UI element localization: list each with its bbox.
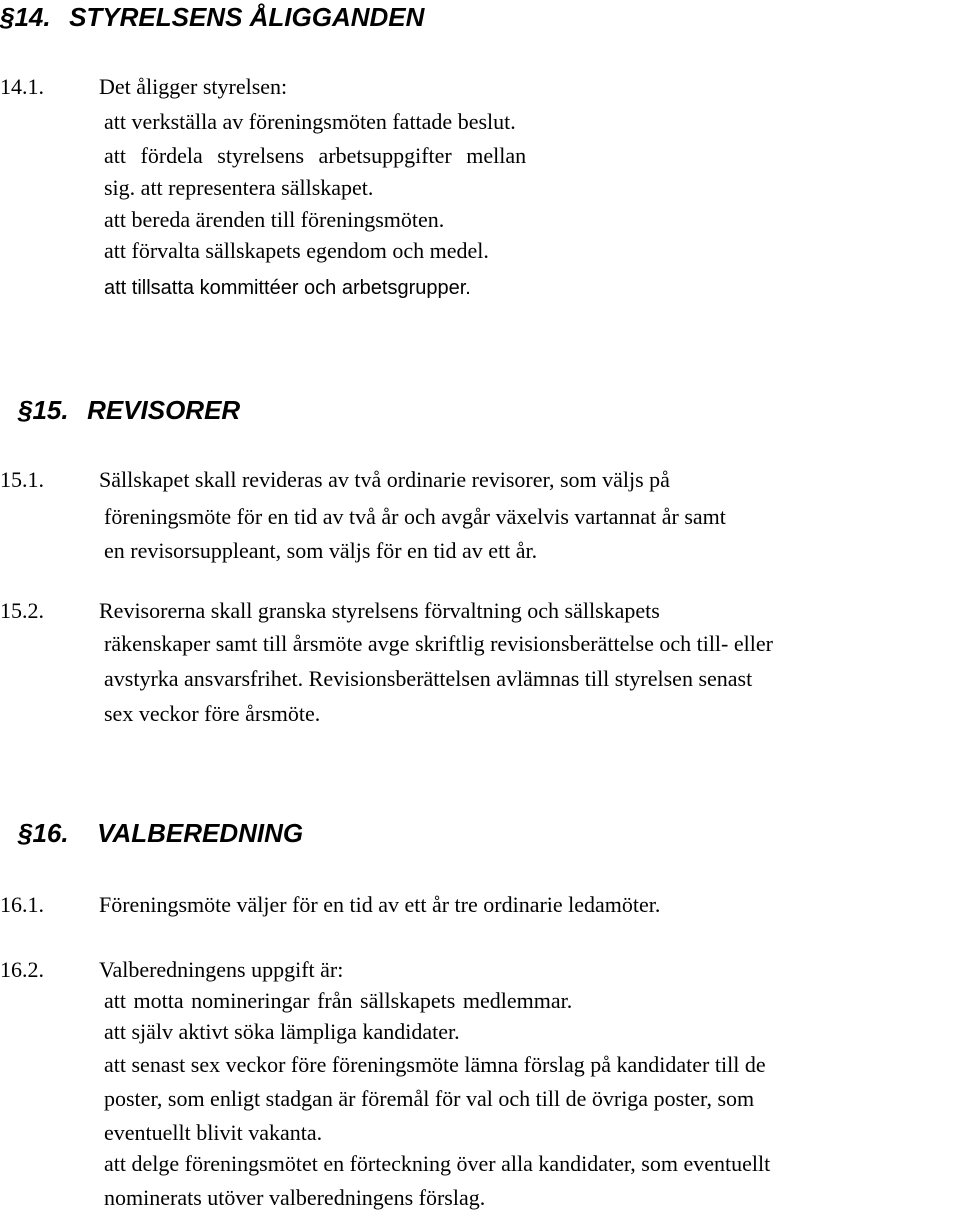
subsection-16-2-line: nominerats utöver valberedningens förslag. xyxy=(104,1185,486,1210)
subsection-15-2-line: avstyrka ansvarsfrihet. Revisionsberättelsen avlämnas till styrelsen senast xyxy=(104,666,753,691)
subsection-16-2-line: Valberedningens uppgift är: xyxy=(99,957,344,982)
subsection-number-16-2: 16.2. xyxy=(0,957,44,982)
section-16-heading xyxy=(18,820,303,846)
section-number: §16. xyxy=(18,818,69,848)
subsection-14-1-line: att förvalta sällskapets egendom och medel. xyxy=(104,238,489,263)
subsection-16-2-line: att motta nomineringar från sällskapets medlemmar. xyxy=(104,988,573,1013)
section-number: §15. xyxy=(18,395,69,425)
subsection-15-1-line: Sällskapet skall revideras av två ordinarie revisorer, som väljs på xyxy=(99,467,670,492)
section-title: STYRELSENS ÅLIGGANDEN xyxy=(69,2,425,32)
subsection-14-1-line: Det åligger styrelsen: xyxy=(99,74,288,99)
subsection-14-1-line: att bereda ärenden till föreningsmöten. xyxy=(104,207,445,232)
subsection-16-1-line: Föreningsmöte väljer för en tid av ett år tre ordinarie ledamöter. xyxy=(99,892,661,917)
subsection-number-15-1: 15.1. xyxy=(0,467,44,492)
subsection-15-2-line: räkenskaper samt till årsmöte avge skriftlig revisionsberättelse och till- eller xyxy=(104,631,773,656)
section-title: REVISORER xyxy=(87,395,241,425)
subsection-15-1-line: en revisorsuppleant, som väljs för en tid av ett år. xyxy=(104,538,538,563)
subsection-16-2-line: att delge föreningsmötet en förteckning över alla kandidater, som eventuellt xyxy=(104,1151,771,1176)
section-title: VALBEREDNING xyxy=(97,818,304,848)
subsection-15-2-line: Revisorerna skall granska styrelsens förvaltning och sällskapets xyxy=(99,598,660,623)
subsection-number-16-1: 16.1. xyxy=(0,892,44,917)
section-14-heading xyxy=(0,4,424,30)
subsection-number-14-1: 14.1. xyxy=(0,74,44,99)
section-number: §14. xyxy=(0,2,51,32)
section-15-heading xyxy=(18,397,240,423)
subsection-14-1-line: att verkställa av föreningsmöten fattade beslut. xyxy=(104,109,516,134)
subsection-15-1-line: föreningsmöte för en tid av två år och avgår växelvis vartannat år samt xyxy=(104,504,726,529)
subsection-16-2-line: poster, som enligt stadgan är föremål för val och till de övriga poster, som xyxy=(104,1086,755,1111)
subsection-number-15-2: 15.2. xyxy=(0,598,44,623)
subsection-14-1-line: sig. att representera sällskapet. xyxy=(104,175,374,200)
subsection-16-2-line: att senast sex veckor före föreningsmöte lämna förslag på kandidater till de xyxy=(104,1052,766,1077)
subsection-14-1-line: att fördela styrelsens arbetsuppgifter mellan xyxy=(104,143,527,168)
subsection-15-2-line: sex veckor före årsmöte. xyxy=(104,701,321,726)
subsection-16-2-line: att själv aktivt söka lämpliga kandidater. xyxy=(104,1019,460,1044)
subsection-14-1-line: att tillsatta kommittéer och arbetsgrupper. xyxy=(104,277,471,299)
subsection-16-2-line: eventuellt blivit vakanta. xyxy=(104,1120,323,1145)
